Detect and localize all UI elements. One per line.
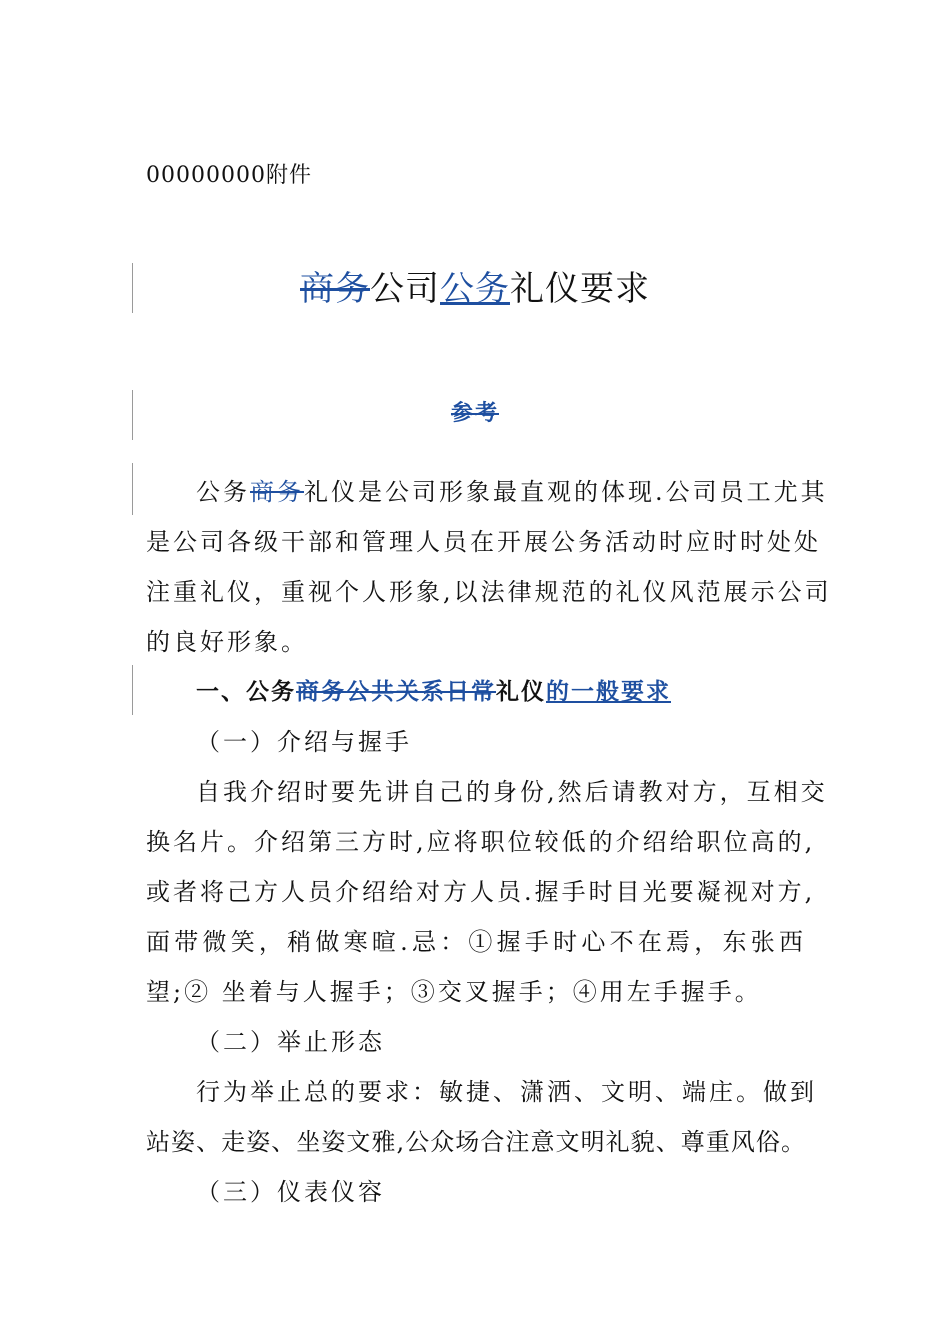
inserted-text: 的一般要求 — [546, 679, 671, 705]
section-heading: 一、公务商务公共关系日常礼仪的一般要求 — [196, 679, 671, 705]
deleted-text: 商务 — [250, 478, 304, 506]
subsection-heading: （二）举止形态 — [196, 1028, 385, 1056]
annex-label: 00000000附件 — [146, 163, 312, 188]
deleted-text: 商务公共关系日常 — [296, 679, 496, 705]
reference-label: 参考 — [450, 401, 499, 426]
document-title — [0, 265, 950, 313]
title-inserted-text: 公务 — [440, 269, 510, 309]
paragraph-line: 行为举止总的要求：敏捷、潇洒、文明、端庄。做到 — [196, 1078, 817, 1106]
paragraph-line: 是公司各级干部和管理人员在开展公务活动时应时时处处 — [146, 528, 821, 556]
paragraph-line: 自我介绍时要先讲自己的身份,然后请教对方，互相交 — [196, 778, 828, 806]
inserted-text: 公务 — [196, 478, 250, 506]
change-bar — [132, 665, 133, 715]
paragraph-line: 望;② 坐着与人握手；③交叉握手；④用左手握手。 — [146, 978, 762, 1006]
paragraph-line: 公务商务礼仪是公司形象最直观的体现.公司员工尤其 — [196, 478, 828, 506]
paragraph-line: 站姿、走姿、坐姿文雅,公众场合注意文明礼貌、尊重风俗。 — [146, 1128, 806, 1156]
title-deleted-text: 商务 — [300, 269, 370, 309]
paragraph-line: 面带微笑，稍做寒暄.忌：①握手时心不在焉，东张西 — [146, 928, 806, 956]
paragraph-line: 或者将己方人员介绍给对方人员.握手时目光要凝视对方, — [146, 878, 816, 906]
subsection-heading: （三）仪表仪容 — [196, 1178, 385, 1206]
subsection-heading: （一）介绍与握手 — [196, 728, 412, 756]
paragraph-line: 的良好形象。 — [146, 628, 308, 656]
change-bar — [132, 463, 133, 515]
title-text: 公司 — [370, 269, 440, 309]
paragraph-line: 注重礼仪，重视个人形象,以法律规范的礼仪风范展示公司 — [146, 578, 832, 606]
title-text: 礼仪要求 — [510, 269, 650, 309]
paragraph-line: 换名片。介绍第三方时,应将职位较低的介绍给职位高的, — [146, 828, 816, 856]
